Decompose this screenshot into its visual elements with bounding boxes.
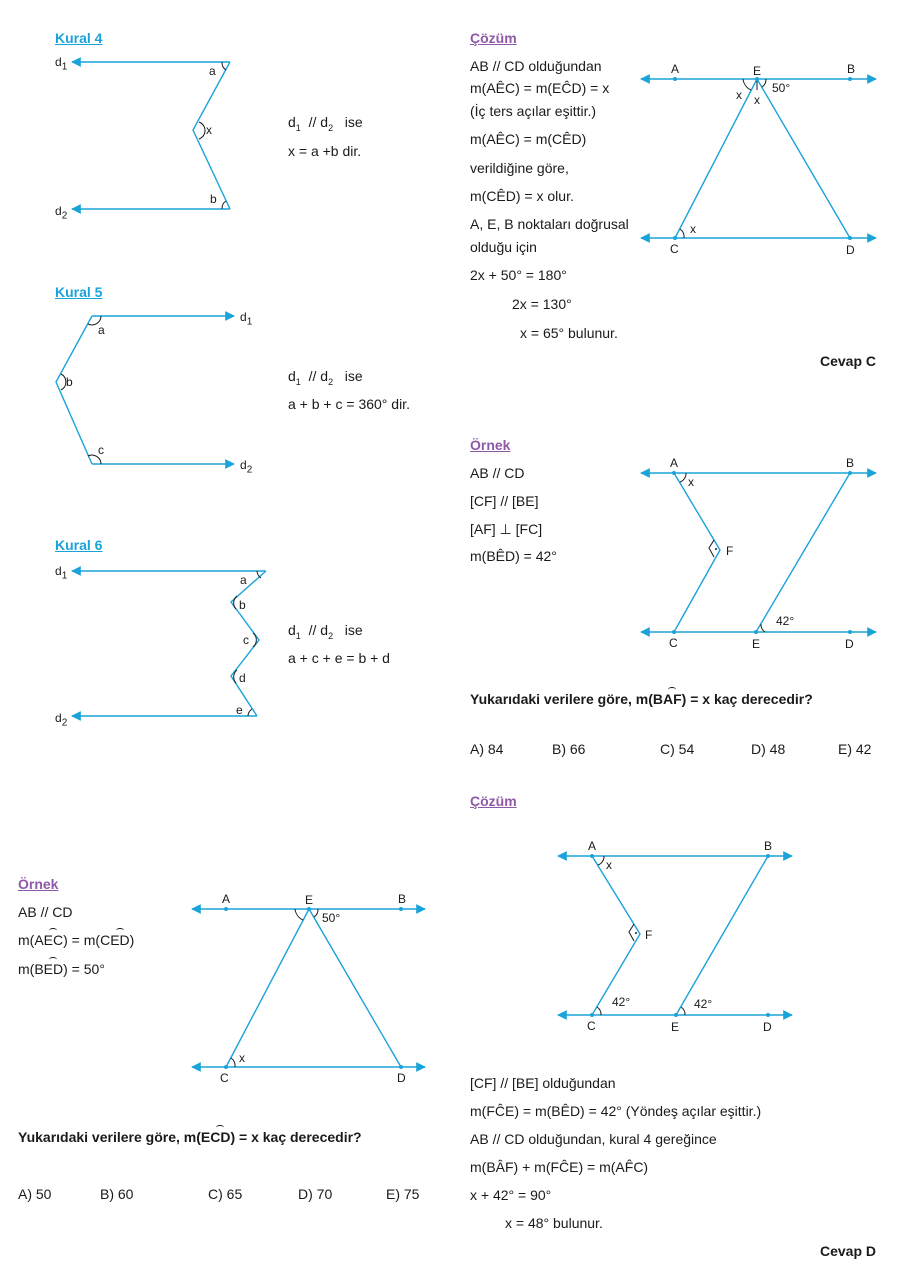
kural5-title: Kural 5: [55, 284, 103, 300]
kural5-angle-c: c: [98, 443, 104, 457]
d-sub: 2: [61, 210, 68, 222]
cozum1-angle-50: 50°: [772, 81, 791, 95]
cozum2-line: AB // CD olduğundan, kural 4 gereğince: [470, 1131, 717, 1147]
txt: Yukarıdaki verilere göre,: [18, 1129, 184, 1145]
cozum1-point-B: B: [847, 62, 856, 76]
d-sub: 2: [61, 717, 68, 729]
cozum2-angle-42-E: 42°: [694, 997, 713, 1011]
cozum1-title: Çözüm: [470, 30, 517, 46]
kural4-rule-formula: x = a +b dir.: [288, 143, 362, 159]
cozum1-answer: Cevap C: [820, 353, 877, 369]
cozum1-line: AB // CD olduğundan: [470, 58, 602, 74]
cozum1-line: olduğu için: [470, 239, 537, 255]
rule-sub: 1: [295, 376, 301, 387]
rule-sub: 2: [328, 630, 334, 641]
ornek2-point-B: B: [846, 456, 855, 470]
rule-ise: ise: [344, 368, 363, 384]
txt: Yukarıdaki verilere göre,: [470, 691, 636, 707]
ornek1-angle-x: x: [239, 1051, 245, 1065]
kural5-d1-label: [240, 310, 252, 327]
kural6-angle-a: a: [240, 573, 247, 587]
arc-txt: AF: [663, 691, 682, 707]
d-letter: d: [55, 55, 62, 69]
txt: m(B: [635, 691, 663, 707]
rule-d: d: [288, 114, 296, 130]
cozum2-point-F: F: [645, 928, 653, 942]
cozum1-point-D: D: [846, 243, 855, 257]
kural4-rule-condition: [288, 114, 363, 133]
ornek1-option-d[interactable]: D) 70: [298, 1186, 333, 1202]
d-letter: d: [55, 204, 62, 218]
ornek1-angle-50: 50°: [322, 911, 341, 925]
kural6-angle-d: d: [239, 671, 246, 685]
txt: ) = 50°: [63, 961, 105, 977]
angle-arcs: [61, 62, 766, 1067]
kural5-d2-label: [240, 458, 252, 475]
kural6-rule-formula: a + c + e = b + d: [288, 650, 390, 666]
cozum1-angle-x-mid: x: [754, 93, 760, 107]
d-sub: 1: [61, 61, 68, 73]
kural4-d2-label: [55, 204, 67, 221]
txt: ) = m(C: [63, 932, 111, 948]
cozum2-figure: [558, 856, 792, 1015]
rule-ise: ise: [344, 622, 363, 638]
ornek2-given: AB // CD: [470, 465, 525, 481]
rule-sub: 2: [328, 122, 334, 133]
cozum1-point-A: A: [671, 62, 680, 76]
ornek2-title: Örnek: [470, 437, 511, 453]
ornek1-point-C: C: [220, 1071, 229, 1085]
kural6-angle-c: c: [243, 633, 249, 647]
ornek1-title: Örnek: [18, 876, 59, 892]
cozum2-angle-x: x: [606, 858, 612, 872]
ornek2-given: m(BÊD) = 42°: [470, 548, 557, 564]
kural4-title: Kural 4: [55, 30, 103, 46]
cozum2-answer: Cevap D: [820, 1243, 877, 1259]
kural6-rule-condition: [288, 622, 363, 641]
cozum1-line: m(AÊC) = m(EĈD) = x: [470, 80, 610, 96]
d-letter: d: [240, 458, 247, 472]
cozum1-point-C: C: [670, 242, 679, 256]
cozum2-point-C: C: [587, 1019, 596, 1033]
kural4-angle-x: x: [206, 123, 212, 137]
cozum1-point-E: E: [753, 64, 762, 78]
ornek2-given: [AF] ⊥ [FC]: [470, 521, 543, 537]
ornek1-given3: [18, 961, 105, 977]
cozum2-angle-42-C: 42°: [612, 995, 631, 1009]
kural5-rule-condition: [288, 368, 363, 387]
d-sub: 2: [246, 464, 253, 476]
ornek1-point-D: D: [397, 1071, 406, 1085]
cozum1-line: A, E, B noktaları doğrusal: [470, 216, 629, 232]
ornek1-point-A: A: [222, 892, 231, 906]
cozum2-point-E: E: [671, 1020, 680, 1034]
ornek1-point-B: B: [398, 892, 407, 906]
kural6-title: Kural 6: [55, 537, 103, 553]
kural5-angle-b: b: [66, 375, 73, 389]
kural4-angle-b: b: [210, 192, 217, 206]
ornek2-point-D: D: [845, 637, 854, 651]
kural6-angle-e: e: [236, 703, 243, 717]
ornek2-point-A: A: [670, 456, 679, 470]
cozum1-angle-x-C: x: [690, 222, 696, 236]
kural6-d2-label: [55, 711, 67, 728]
rule-par: // d: [308, 368, 329, 384]
cozum1-angle-x-left: x: [736, 88, 742, 102]
rule-d: d: [288, 368, 296, 384]
ornek2-given: [CF] // [BE]: [470, 493, 539, 509]
kural6-angle-b: b: [239, 598, 246, 612]
arc-txt: EC: [43, 932, 64, 948]
ornek2-angle-x: x: [688, 475, 694, 489]
kural5-angle-a: a: [98, 323, 105, 337]
kural5-figure: [56, 316, 234, 464]
ornek1-question: [18, 1129, 362, 1145]
cozum1-line: 2x + 50° = 180°: [470, 267, 567, 283]
ornek2-option-d[interactable]: D) 48: [751, 741, 786, 757]
ornek2-option-b[interactable]: B) 66: [552, 741, 586, 757]
rule-sub: 1: [295, 122, 301, 133]
d-letter: d: [55, 711, 62, 725]
ornek1-option-e[interactable]: E) 75: [386, 1186, 420, 1202]
arc-txt: ED: [110, 932, 130, 948]
ornek2-figure: [641, 473, 876, 632]
ornek1-option-c[interactable]: C) 65: [208, 1186, 243, 1202]
ornek2-question: [470, 691, 813, 707]
ornek2-angle-42: 42°: [776, 614, 795, 628]
txt: m(A: [18, 932, 44, 948]
cozum2-line: x = 48° bulunur.: [505, 1215, 603, 1231]
cozum1-line: verildiğine göre,: [470, 160, 569, 176]
arc-txt: CD: [210, 1129, 231, 1145]
ornek1-option-b[interactable]: B) 60: [100, 1186, 134, 1202]
ornek2-point-E: E: [752, 637, 761, 651]
ornek1-option-a[interactable]: A) 50: [18, 1186, 52, 1202]
ornek1-given2: [18, 932, 134, 948]
arc-txt: ED: [43, 961, 64, 977]
rule-sub: 1: [295, 630, 301, 641]
cozum2-line: [CF] // [BE] olduğundan: [470, 1075, 616, 1091]
ornek2-option-e[interactable]: E) 42: [838, 741, 872, 757]
cozum1-line: m(AÊC) = m(CÊD): [470, 131, 587, 147]
cozum2-point-D: D: [763, 1020, 772, 1034]
d-letter: d: [55, 564, 62, 578]
cozum2-line: x + 42° = 90°: [470, 1187, 552, 1203]
kural6-d1-label: [55, 564, 67, 581]
ornek1-figure: [192, 909, 425, 1067]
rule-par: // d: [308, 114, 329, 130]
cozum2-point-B: B: [764, 839, 773, 853]
txt: ) = x kaç derecedir?: [681, 691, 813, 707]
ornek2-point-C: C: [669, 636, 678, 650]
cozum2-line: m(BÂF) + m(FĈE) = m(AF̂C): [470, 1159, 649, 1175]
txt: ) = x kaç derecedir?: [230, 1129, 362, 1145]
cozum2-line: m(FĈE) = m(BÊD) = 42° (Yöndeş açılar eşittir.): [470, 1103, 762, 1119]
ornek2-point-F: F: [726, 544, 734, 558]
rule-sub: 2: [328, 376, 334, 387]
txt: m(E: [183, 1129, 211, 1145]
cozum1-line: m(CÊD) = x olur.: [470, 188, 574, 204]
txt: ): [129, 932, 135, 948]
kural4-d1-label: [55, 55, 67, 72]
d-letter: d: [240, 310, 247, 324]
cozum1-line: x = 65° bulunur.: [520, 325, 618, 341]
ornek2-option-a[interactable]: A) 84: [470, 741, 504, 757]
cozum1-line: (İç ters açılar eşittir.): [470, 103, 597, 119]
rule-par: // d: [308, 622, 329, 638]
cozum2-point-A: A: [588, 839, 597, 853]
d-sub: 1: [61, 570, 68, 582]
kural5-rule-formula: a + b + c = 360° dir.: [288, 396, 410, 412]
cozum1-line: 2x = 130°: [512, 296, 572, 312]
ornek1-point-E: E: [305, 893, 314, 907]
rule-ise: ise: [344, 114, 363, 130]
kural6-figure: [72, 571, 266, 716]
kural4-angle-a: a: [209, 64, 216, 78]
cozum2-title: Çözüm: [470, 793, 517, 809]
rule-d: d: [288, 622, 296, 638]
d-sub: 1: [246, 316, 253, 328]
ornek2-option-c[interactable]: C) 54: [660, 741, 695, 757]
ornek1-given1: AB // CD: [18, 904, 73, 920]
txt: m(B: [18, 961, 44, 977]
